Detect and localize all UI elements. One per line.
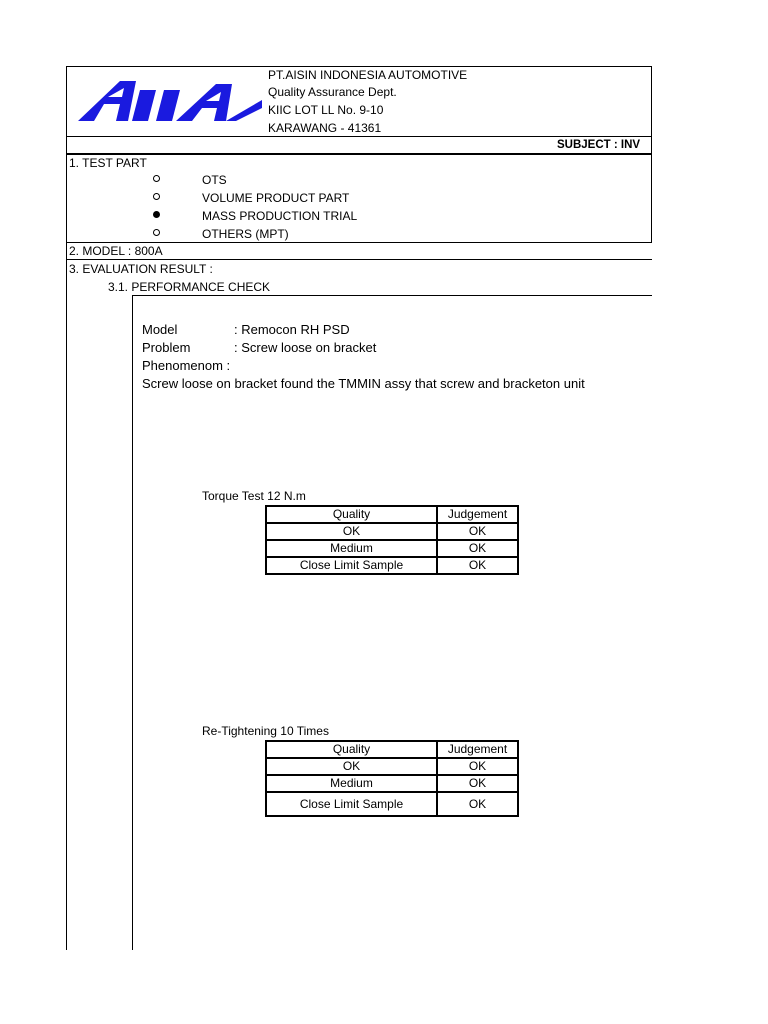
subject-label: SUBJECT : INV	[557, 139, 641, 151]
judgement-cell: OK	[437, 523, 518, 540]
problem-label: Problem	[142, 340, 191, 355]
table-row	[266, 758, 518, 775]
option-volume-product-part-label: VOLUME PRODUCT PART	[202, 191, 350, 205]
table-row	[266, 775, 518, 792]
table-header-row	[266, 741, 518, 758]
quality-cell: OK	[266, 758, 437, 775]
perf-box-left	[132, 295, 133, 950]
quality-cell: Medium	[266, 540, 437, 557]
company-logo	[76, 78, 264, 124]
quality-header: Quality	[266, 506, 437, 523]
radio-ots[interactable]	[153, 175, 160, 182]
judgement-cell: OK	[437, 775, 518, 792]
option-ots-label: OTS	[202, 173, 227, 187]
judgement-header: Judgement	[437, 506, 518, 523]
judgement-cell: OK	[437, 792, 518, 816]
model-value: : Remocon RH PSD	[234, 322, 350, 337]
performance-check-heading: 3.1. PERFORMANCE CHECK	[108, 280, 271, 294]
table-row	[266, 523, 518, 540]
retightening-title: Re-Tightening 10 Times	[202, 724, 329, 738]
judgement-cell: OK	[437, 540, 518, 557]
phenomenon-text: Screw loose on bracket found the TMMIN assy that screw and bracketon unit	[142, 376, 585, 391]
company-address-line1: KIIC LOT LL No. 9-10	[268, 103, 384, 117]
table-row	[266, 557, 518, 574]
quality-cell: OK	[266, 523, 437, 540]
judgement-cell: OK	[437, 557, 518, 574]
judgement-cell: OK	[437, 758, 518, 775]
table-row	[266, 540, 518, 557]
company-dept: Quality Assurance Dept.	[268, 85, 397, 99]
option-others-mpt-label: OTHERS (MPT)	[202, 227, 289, 241]
company-address-line2: KARAWANG - 41361	[268, 121, 382, 135]
option-mass-production-trial-label: MASS PRODUCTION TRIAL	[202, 209, 358, 223]
model-label: Model	[142, 322, 178, 337]
evaluation-heading: 3. EVALUATION RESULT :	[69, 262, 213, 276]
model-bottom	[66, 259, 652, 260]
radio-mass-production-trial[interactable]	[153, 211, 160, 218]
aiia-logo-icon	[76, 78, 264, 124]
table-header-row	[266, 506, 518, 523]
torque-test-title: Torque Test 12 N.m	[202, 489, 306, 503]
radio-volume-product-part[interactable]	[153, 193, 160, 200]
quality-header: Quality	[266, 741, 437, 758]
frame-left	[66, 66, 67, 950]
subject-divider	[66, 153, 652, 155]
quality-cell: Medium	[266, 775, 437, 792]
torque-test-table	[265, 505, 519, 575]
phenomenon-label: Phenomenom :	[142, 358, 231, 373]
problem-value: : Screw loose on bracket	[234, 340, 377, 355]
judgement-header: Judgement	[437, 741, 518, 758]
table-row	[266, 792, 518, 816]
model-line: 2. MODEL : 800A	[69, 244, 163, 258]
quality-cell: Close Limit Sample	[266, 792, 437, 816]
test-part-heading: 1. TEST PART	[69, 156, 147, 170]
quality-cell: Close Limit Sample	[266, 557, 437, 574]
perf-box-top	[132, 295, 652, 296]
retightening-table	[265, 740, 519, 817]
company-name: PT.AISIN INDONESIA AUTOMOTIVE	[268, 68, 468, 82]
radio-others-mpt[interactable]	[153, 229, 160, 236]
